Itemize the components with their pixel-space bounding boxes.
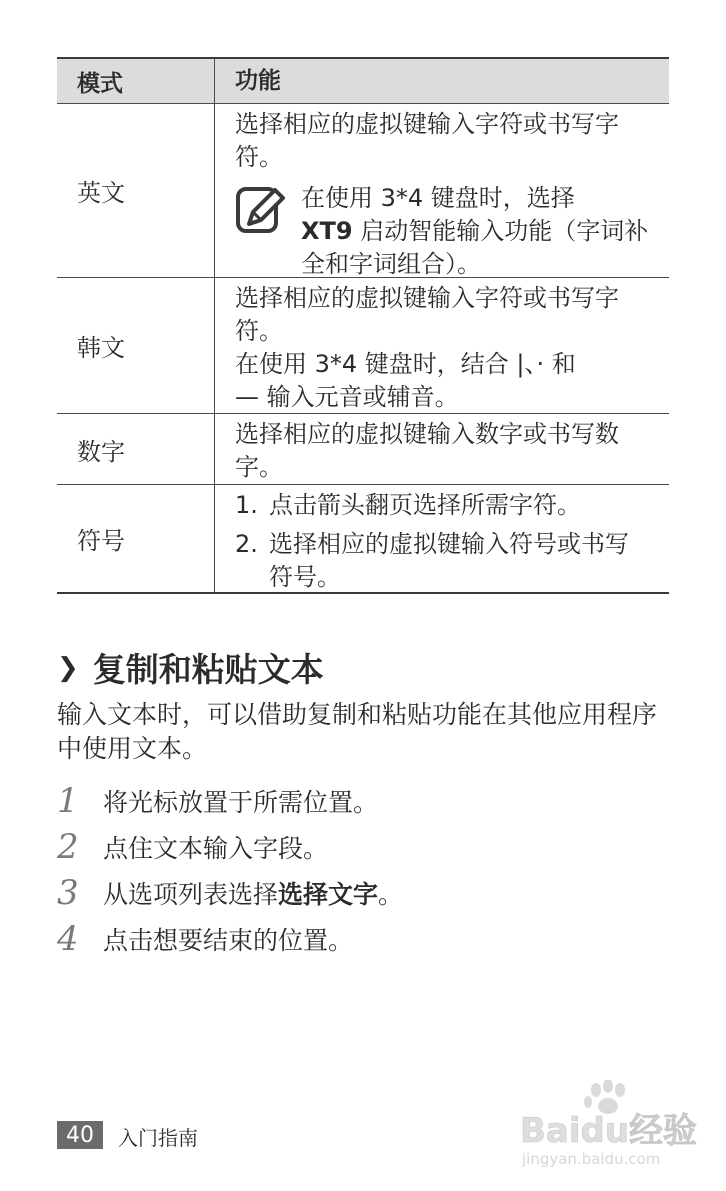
table-row-symbol xyxy=(57,485,669,592)
header-function: 功能 xyxy=(235,67,281,94)
watermark-url: jingyan.baidu.com xyxy=(522,1150,661,1168)
symbol-step-num: 2. xyxy=(235,530,258,558)
header-mode: 模式 xyxy=(57,59,215,103)
list-item xyxy=(57,870,677,916)
note-pencil-icon xyxy=(235,186,287,238)
table-row-english xyxy=(57,104,669,278)
step-number: 1 xyxy=(57,781,79,821)
note xyxy=(235,182,659,281)
step-text: 将光标放置于所需位置。 xyxy=(103,788,379,817)
mode-english: 英文 xyxy=(57,104,215,277)
symbol-step xyxy=(235,528,659,594)
step-text xyxy=(103,875,403,911)
list-item xyxy=(57,778,677,824)
chapter-label: 入门指南 xyxy=(118,1126,198,1150)
symbol-step-text: 点击箭头翻页选择所需字符。 xyxy=(269,491,581,519)
section-intro: 输入文本时，可以借助复制和粘贴功能在其他应用程序中使用文本。 xyxy=(57,700,658,763)
step-text: 点住文本输入字段。 xyxy=(103,834,329,863)
input-mode-table xyxy=(57,57,669,594)
step-number: 3 xyxy=(57,873,79,913)
section-title: 复制和粘贴文本 xyxy=(92,650,324,689)
table-header-row xyxy=(57,59,669,104)
note-text xyxy=(301,182,659,281)
korean-desc: 选择相应的虚拟键输入字符或书写字符。 xyxy=(235,284,619,345)
note-line1: 在使用 3*4 键盘时，选择 xyxy=(301,184,575,212)
section-heading xyxy=(57,644,324,691)
step-text-bold: 选择文字 xyxy=(278,880,379,909)
note-line2: 启动智能输入功能（字词补全和字词组合）。 xyxy=(301,217,649,278)
symbol-step-text: 选择相应的虚拟键输入符号或书写符号。 xyxy=(269,530,629,591)
step-text-suffix: 。 xyxy=(378,880,404,909)
table-row-korean xyxy=(57,278,669,414)
mode-korean: 韩文 xyxy=(57,278,215,413)
number-desc: 选择相应的虚拟键输入数字或书写数字。 xyxy=(235,420,619,481)
function-korean xyxy=(215,278,669,413)
function-english xyxy=(215,104,669,277)
korean-desc2: 在使用 3*4 键盘时，结合 |、· 和 — 输入元音或辅音。 xyxy=(235,350,576,411)
page-number: 40 xyxy=(57,1121,103,1149)
list-item xyxy=(57,916,677,962)
step-number: 4 xyxy=(57,919,79,959)
english-desc: 选择相应的虚拟键输入字符或书写字符。 xyxy=(235,110,619,171)
step-number: 2 xyxy=(57,827,79,867)
symbol-step xyxy=(235,489,659,522)
step-text-plain: 从选项列表选择 xyxy=(103,880,279,909)
paw-icon xyxy=(518,1080,718,1170)
watermark-brand: Baidu经验 xyxy=(520,1111,698,1151)
table-row-number xyxy=(57,414,669,485)
mode-symbol: 符号 xyxy=(57,485,215,592)
step-text: 点击想要结束的位置。 xyxy=(103,926,354,955)
function-symbol xyxy=(215,485,669,592)
symbol-step-num: 1. xyxy=(235,491,258,519)
step-list xyxy=(57,778,677,962)
function-number xyxy=(215,414,669,484)
list-item xyxy=(57,824,677,870)
chevron-right-icon: ❯ xyxy=(57,652,79,683)
note-xt9: XT9 xyxy=(301,217,353,245)
mode-number: 数字 xyxy=(57,414,215,484)
